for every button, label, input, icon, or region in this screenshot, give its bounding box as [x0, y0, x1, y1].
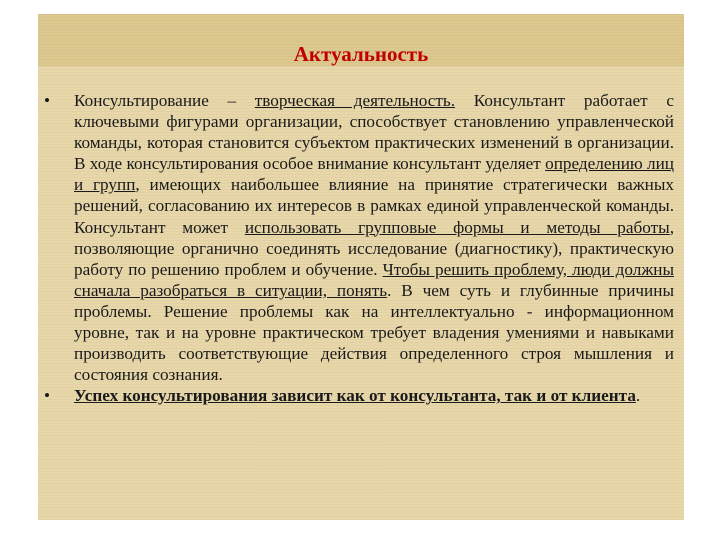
slide	[38, 14, 684, 520]
underlined-phrase: Чтобы решить проблему, люди должны сначала разобраться в ситуации, понять	[74, 259, 674, 300]
paragraph-text: , имеющих наибольшее влияние на принятие стратегически важных решений, согласованию их интересов в рамках единой управленческой команды. Консультант может	[74, 175, 674, 237]
underlined-phrase: творческая деятельность.	[254, 91, 456, 110]
slide-content	[38, 90, 684, 406]
paragraph-text: , позволяющие органично соединять исследование (диагностику), практическую работу по решению проблем и обучение.	[74, 217, 674, 279]
paragraph-text: Консультант работает с ключевыми фигурами организации, способствует становлению управленческой команды, которая становится субъектом практических изменений в организации. В ходе консультирования особое внимание консультант уделяет	[74, 91, 674, 174]
bullet-icon: •	[44, 91, 51, 110]
paragraph-text: Консультирование –	[74, 91, 255, 110]
bullet-icon: •	[44, 386, 51, 406]
underlined-phrase: определению лиц и групп	[74, 154, 674, 195]
bullet-item-1	[38, 90, 684, 385]
slide-title: Актуальность	[293, 42, 429, 66]
paragraph-text: .	[635, 386, 641, 406]
underlined-bold-phrase: Успех консультирования зависит как от консультанта, так и от клиента	[74, 386, 636, 406]
bullet-item-2	[38, 385, 684, 406]
underlined-phrase: использовать групповые формы и методы работы	[244, 217, 670, 237]
paragraph-text: . В чем суть и глубинные причины проблемы. Решение проблемы как на интеллектуально - информационном уровне, так и на уровне практическом требует владения умениями и навыками производить соответствующие действия определенного строя мышления и состояния сознания.	[74, 280, 675, 385]
